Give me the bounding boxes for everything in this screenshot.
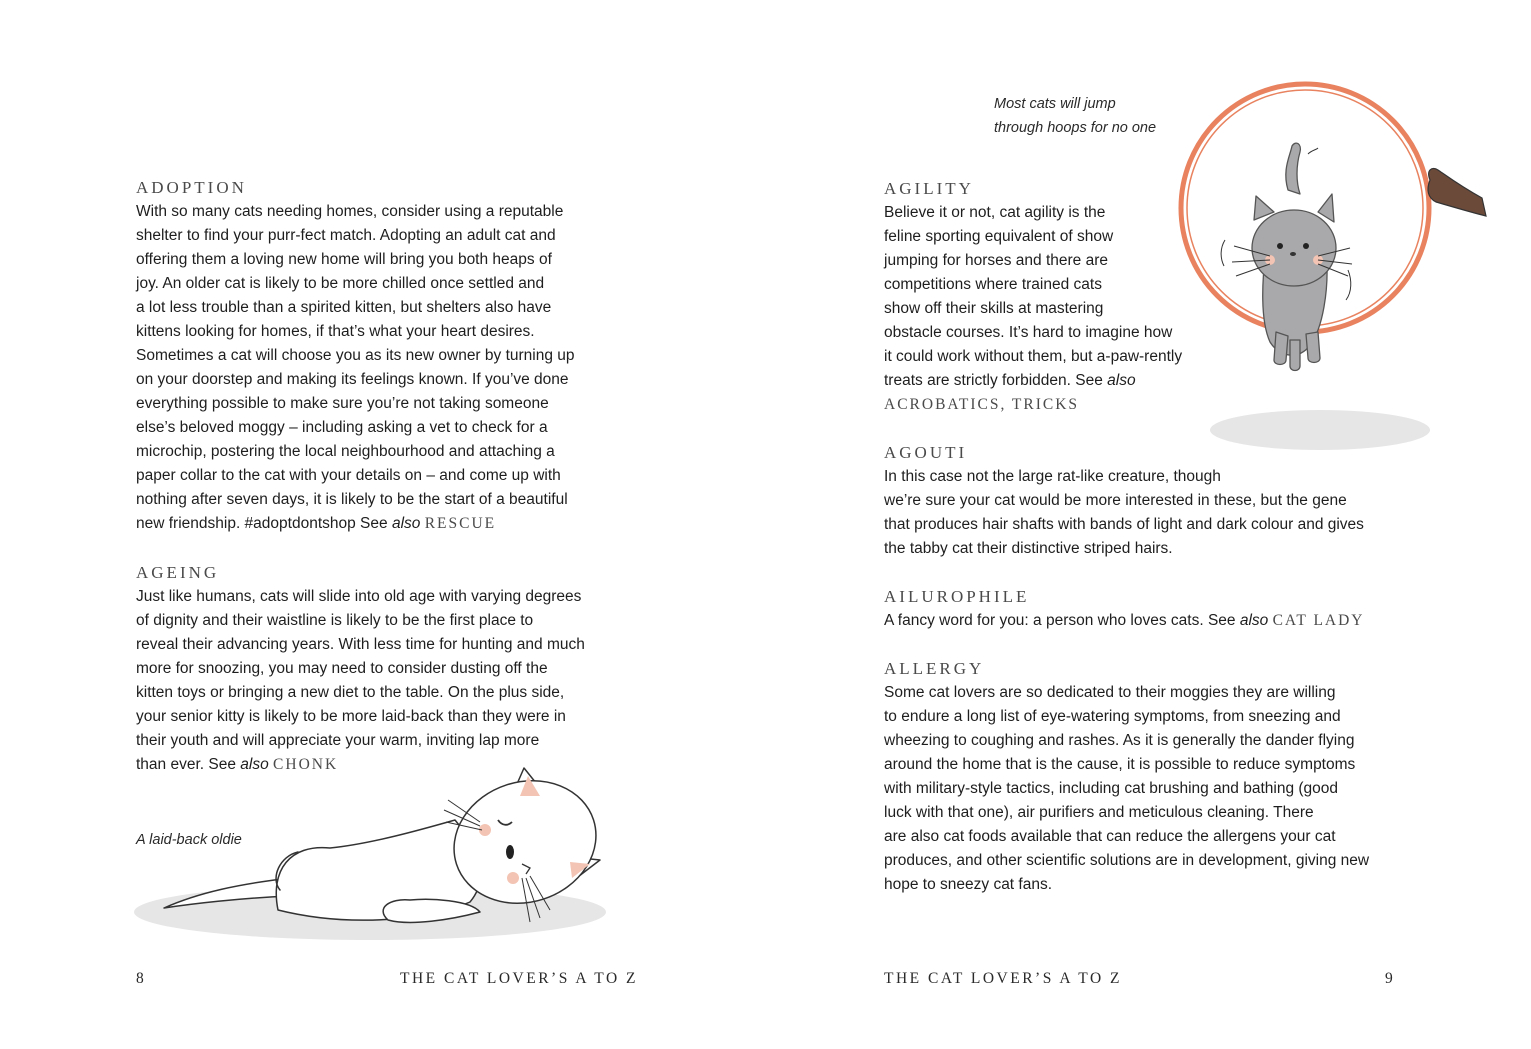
cat-paw [1290, 340, 1300, 371]
body-line: microchip, postering the local neighbourhood and attaching a [136, 443, 555, 460]
entry-allergy [884, 657, 1369, 897]
body-line-last [884, 369, 1182, 393]
page-number-right: 9 [1385, 970, 1393, 987]
body-line: feline sporting equivalent of show [884, 228, 1114, 245]
agility-body [884, 201, 1182, 417]
lying-cat-illustration [130, 760, 630, 960]
heading-agility: AGILITY [884, 179, 974, 198]
heading-ailurophile: AILUROPHILE [884, 587, 1030, 606]
motion-line [1308, 148, 1318, 154]
left-page [0, 0, 765, 1049]
body-line: are also cat foods available that can reduce the allergens your cat [884, 828, 1336, 845]
body-line: wheezing to coughing and rashes. As it is generally the dander flying [884, 732, 1355, 749]
body-line: Just like humans, cats will slide into old age with varying degrees [136, 588, 582, 605]
allergy-body [884, 681, 1369, 897]
caption-hoops [994, 92, 1156, 140]
body-line: Some cat lovers are so dedicated to their moggies they are willing [884, 684, 1336, 701]
body-line: with military-style tactics, including cat brushing and bathing (good [884, 780, 1339, 797]
caption-laid-back-oldie: A laid-back oldie [136, 832, 242, 848]
body-line: Sometimes a cat will choose you as its new owner by turning up [136, 347, 575, 364]
caption-line: through hoops for no one [994, 120, 1157, 136]
body-line: luck with that one), air purifiers and meticulous cleaning. There [884, 804, 1314, 821]
body-line: joy. An older cat is likely to be more chilled once settled and [136, 275, 545, 292]
body-line: on your doorstep and making its feelings known. If you’ve done [136, 371, 569, 388]
heading-allergy: ALLERGY [884, 659, 985, 678]
hand [1428, 168, 1486, 216]
body-line: that produces hair shafts with bands of light and dark colour and gives [884, 516, 1364, 533]
body-line: obstacle courses. It’s hard to imagine how [884, 324, 1173, 341]
body-line: more for snoozing, you may need to consider dusting off the [136, 660, 548, 677]
cat-tail [1286, 143, 1301, 194]
body-line: to endure a long list of eye-watering symptoms, from sneezing and [884, 708, 1341, 725]
cat-head [1252, 210, 1336, 286]
entry-agility [884, 177, 1182, 417]
body-line: In this case not the large rat-like creature, though [884, 468, 1221, 485]
body-line: we’re sure your cat would be more interested in these, but the gene [884, 492, 1347, 509]
body-line: the tabby cat their distinctive striped hairs. [884, 540, 1173, 557]
see-also: also [240, 756, 269, 773]
body-line: around the home that is the cause, it is possible to reduce symptoms [884, 756, 1356, 773]
see-also: also [1239, 612, 1269, 629]
body-line: everything possible to make sure you’re not taking someone [136, 395, 549, 412]
adoption-body [136, 200, 575, 536]
last-line-text: new friendship. #adoptdontshop See [136, 515, 392, 532]
body-line: paper collar to the cat with your details on – and come up with [136, 467, 561, 484]
cat-eye [506, 845, 514, 859]
entry-ailurophile [884, 585, 1365, 633]
body-line-last [136, 512, 575, 536]
caption-line: Most cats will jump [994, 96, 1116, 112]
entry-adoption [136, 176, 575, 536]
body-line: shelter to find your purr-fect match. Adopting an adult cat and [136, 227, 556, 244]
heading-adoption: ADOPTION [136, 178, 247, 197]
cat-eye [1303, 243, 1309, 249]
xref-rescue[interactable]: RESCUE [424, 515, 497, 532]
body-line: kittens looking for homes, if that’s what your heart desires. [136, 323, 535, 340]
body-line: show off their skills at mastering [884, 300, 1104, 317]
entry-ageing [136, 561, 585, 777]
see-also: also [1107, 372, 1136, 389]
cat-cheek [507, 872, 519, 884]
body-line: Believe it or not, cat agility is the [884, 204, 1106, 221]
heading-agouti: AGOUTI [884, 443, 968, 462]
last-line-text: treats are strictly forbidden. See [884, 372, 1108, 389]
see-also: also [391, 515, 421, 532]
cat-nose [1290, 252, 1296, 256]
motion-line [1346, 270, 1351, 300]
running-title-left: THE CAT LOVER’S A TO Z [400, 970, 639, 987]
xref-line [884, 393, 1182, 417]
body-line: kitten toys or bringing a new diet to the table. On the plus side, [136, 684, 565, 701]
cat-leg [1274, 332, 1288, 365]
heading-ageing: AGEING [136, 563, 220, 582]
running-title-right: THE CAT LOVER’S A TO Z [884, 970, 1123, 987]
entry-agouti [884, 441, 1364, 561]
body-line: produces, and other scientific solutions are in development, giving new [884, 852, 1370, 869]
body-line: nothing after seven days, it is likely to be the start of a beautiful [136, 491, 568, 508]
body-line: your senior kitty is likely to be more laid-back than they were in [136, 708, 566, 725]
last-line-text: A fancy word for you: a person who loves cats. See [884, 612, 1240, 629]
body-line: offering them a loving new home will bring you both heaps of [136, 251, 552, 268]
body-line: else’s beloved moggy – including asking a vet to check for a [136, 419, 548, 436]
xref-acrobatics-tricks[interactable]: ACROBATICS, TRICKS [884, 396, 1080, 413]
body-line: competitions where trained cats [884, 276, 1102, 293]
last-line-text: than ever. See [136, 756, 241, 773]
body-line: reveal their advancing years. With less time for hunting and much [136, 636, 585, 653]
ageing-body [136, 585, 585, 777]
body-line-last [884, 609, 1365, 633]
body-line: of dignity and their waistline is likely to be the first place to [136, 612, 534, 629]
page-number-left: 8 [136, 970, 144, 987]
body-line: With so many cats needing homes, consider using a reputable [136, 203, 564, 220]
agouti-body [884, 465, 1364, 561]
body-line: it could work without them, but a-paw-rently [884, 348, 1183, 365]
motion-line [1221, 240, 1225, 266]
hoop-cat-illustration [1170, 70, 1500, 460]
body-line: a lot less trouble than a spirited kitten, but shelters also have [136, 299, 552, 316]
cat-leg [1306, 332, 1320, 363]
body-line: hope to sneezy cat fans. [884, 876, 1053, 893]
xref-cat-lady[interactable]: CAT LADY [1272, 612, 1365, 629]
cat-eye [1277, 243, 1283, 249]
body-line: jumping for horses and there are [884, 252, 1109, 269]
xref-chonk[interactable]: CHONK [273, 756, 339, 773]
body-line: their youth and will appreciate your warm, inviting lap more [136, 732, 540, 749]
right-page [765, 0, 1531, 1049]
